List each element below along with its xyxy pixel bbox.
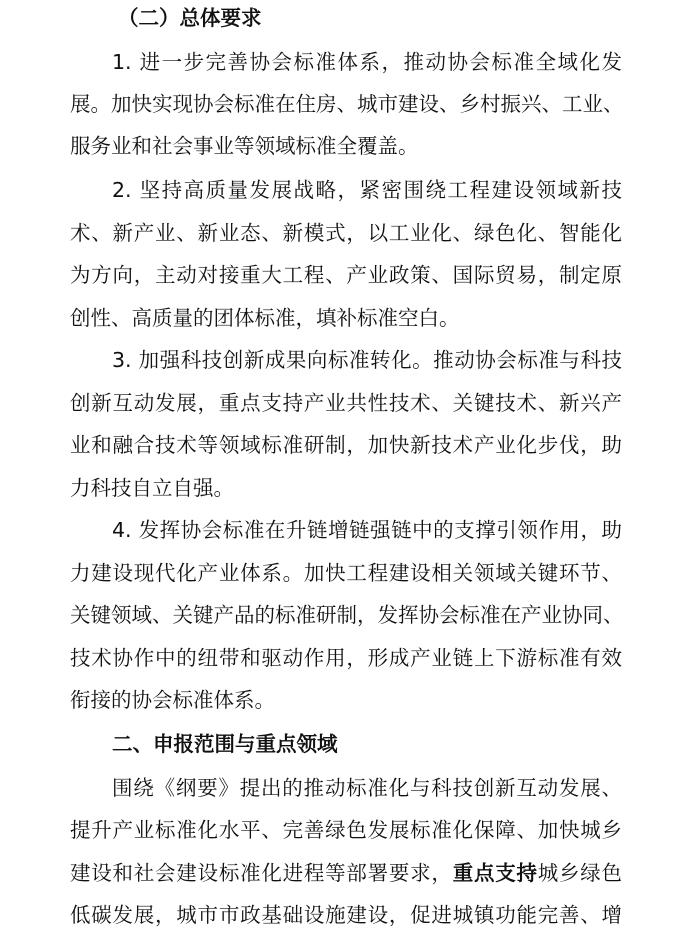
section-2-bold-key-support: 重点支持 <box>452 861 538 885</box>
paragraph-4-line-5: 衔接的协会标准体系。 <box>70 688 275 712</box>
paragraph-3-line-2: 创新互动发展，重点支持产业共性技术、关键技术、新兴产 <box>70 391 622 415</box>
section-2-line-3 <box>0 861 686 885</box>
paragraph-2-line-1: 2. 坚持高质量发展战略，紧密围绕工程建设领域新技 <box>112 178 622 202</box>
paragraph-1-line-3: 服务业和社会事业等领域标准全覆盖。 <box>70 134 419 158</box>
paragraph-1-line-2: 展。加快实现协会标准在住房、城市建设、乡村振兴、工业、 <box>70 92 624 116</box>
section-2-line-3-tail: 城乡绿色 <box>537 861 623 885</box>
paragraph-4-line-4: 技术协作中的纽带和驱动作用，形成产业链上下游标准有效 <box>70 646 622 670</box>
paragraph-3-line-4: 力科技自立自强。 <box>70 476 234 500</box>
paragraph-1-line-1: 1. 进一步完善协会标准体系，推动协会标准全域化发 <box>112 50 622 74</box>
paragraph-4-line-1: 4. 发挥协会标准在升链增链强链中的支撑引领作用，助 <box>112 518 622 542</box>
paragraph-2-line-4: 创性、高质量的团体标准，填补标准空白。 <box>70 306 460 330</box>
section-2-line-4: 低碳发展，城市市政基础设施建设，促进城镇功能完善、增 <box>70 903 622 927</box>
section-2-heading: 二、申报范围与重点领域 <box>112 732 338 756</box>
paragraph-4-line-3: 关键领域、关键产品的标准研制，发挥协会标准在产业协同、 <box>70 603 624 627</box>
section-heading: （二）总体要求 <box>118 6 262 30</box>
paragraph-2-line-2: 术、新产业、新业态、新模式，以工业化、绿色化、智能化 <box>70 221 622 245</box>
paragraph-4-line-2: 力建设现代化产业体系。加快工程建设相关领域关键环节、 <box>70 561 622 585</box>
section-2-line-1: 围绕《纲要》提出的推动标准化与科技创新互动发展、 <box>112 776 622 800</box>
section-2-line-2: 提升产业标准化水平、完善绿色发展标准化保障、加快城乡 <box>70 818 622 842</box>
section-2-line-3-text: 建设和社会建设标准化进程等部署要求， <box>70 861 453 885</box>
paragraph-2-line-3: 为方向，主动对接重大工程、产业政策、国际贸易，制定原 <box>70 263 622 287</box>
paragraph-3-line-1: 3. 加强科技创新成果向标准转化。推动协会标准与科技 <box>112 348 622 372</box>
paragraph-3-line-3: 业和融合技术等领域标准研制，加快新技术产业化步伐，助 <box>70 433 622 457</box>
